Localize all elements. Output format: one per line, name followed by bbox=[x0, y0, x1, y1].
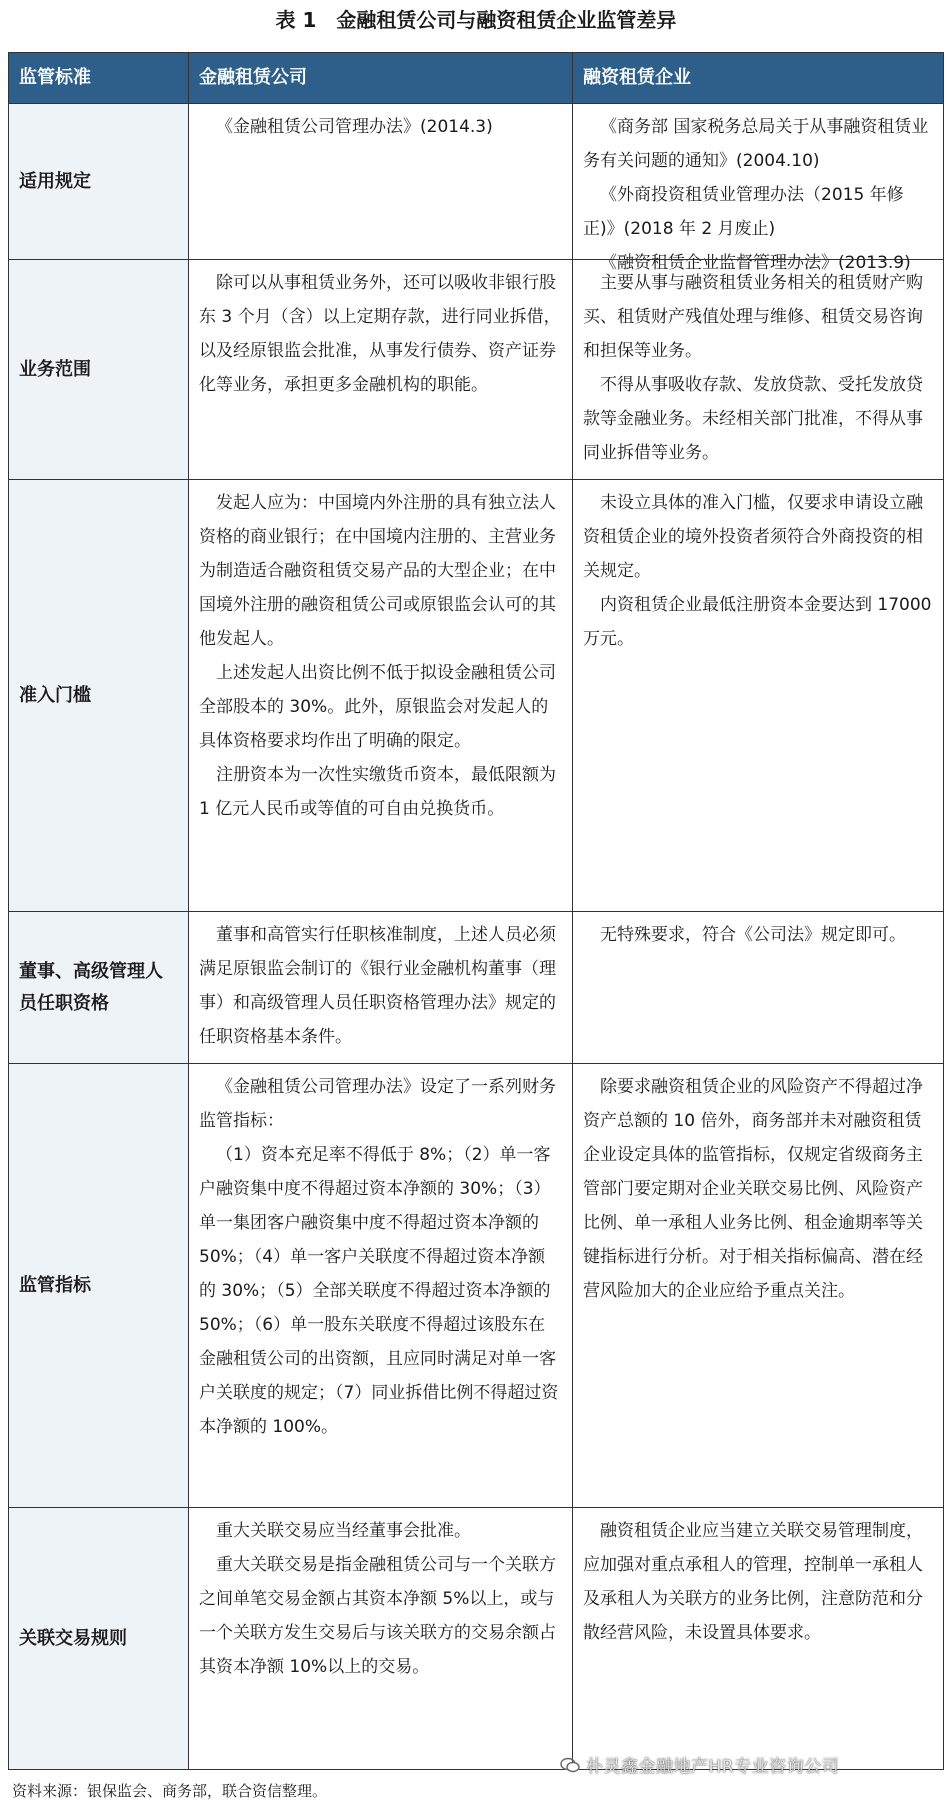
finance-leasing-enterprise-cell bbox=[573, 912, 943, 1063]
cell-paragraph: 内资租赁企业最低注册资本金要达到 17000 万元。 bbox=[583, 595, 932, 649]
cell-paragraph: 董事和高管实行任职核准制度，上述人员必须满足原银监会制订的《银行业金融机构董事（理事）和高级管理人员任职资格管理办法》规定的任职资格基本条件。 bbox=[199, 925, 556, 1047]
comparison-table bbox=[8, 52, 944, 1770]
cell-paragraph: 未设立具体的准入门槛，仅要求申请设立融资租赁企业的境外投资者须符合外商投资的相关规定。 bbox=[583, 493, 923, 581]
watermark-text: 朴灵鑫金融地产HR专业咨询公司 bbox=[586, 1757, 840, 1777]
row-label: 监管指标 bbox=[9, 1064, 189, 1507]
cell-paragraph: 注册资本为一次性实缴货币资本，最低限额为 1 亿元人民币或等值的可自由兑换货币。 bbox=[199, 765, 556, 819]
finance-leasing-enterprise-cell bbox=[573, 1508, 943, 1769]
cell-paragraph: 《融资租赁企业监督管理办法》(2013.9) bbox=[600, 253, 911, 273]
financial-leasing-cell bbox=[189, 912, 573, 1063]
row-label: 董事、高级管理人员任职资格 bbox=[9, 912, 189, 1063]
cell-paragraph: （1）资本充足率不得低于 8%；（2）单一客户融资集中度不得超过资本净额的 30%；（3）单一集团客户融资集中度不得超过资本净额的 50%；（4）单一客户关联度不得超过资本净额的 30%；（5）全部关联度不得超过资本净额的 50%；（6）单一股东关联度不得超过该股东在金融租赁公司的出资额，且应同时满足对单一客户关联度的规定；（7）同业拆借比例不得超过资本净额的 100%。 bbox=[199, 1145, 559, 1437]
financial-leasing-cell bbox=[189, 480, 573, 911]
watermark bbox=[560, 1752, 839, 1777]
financial-leasing-cell bbox=[189, 104, 573, 259]
table-title: 表 1 金融租赁公司与融资租赁企业监管差异 bbox=[275, 8, 677, 32]
cell-paragraph: 融资租赁企业应当建立关联交易管理制度，应加强对重点承租人的管理，控制单一承租人及承租人为关联方的业务比例，注意防范和分散经营风险，未设置具体要求。 bbox=[583, 1521, 923, 1643]
header-financial-leasing: 金融租赁公司 bbox=[189, 53, 573, 103]
cell-paragraph: 除要求融资租赁企业的风险资产不得超过净资产总额的 10 倍外，商务部并未对融资租赁企业设定具体的监管指标，仅规定省级商务主管部门要定期对企业关联交易比例、风险资产比例、单一承租人业务比例、租金逾期率等关键指标进行分析。对于相关指标偏高、潜在经营风险加大的企业应给予重点关注。 bbox=[583, 1077, 923, 1301]
row-label: 关联交易规则 bbox=[9, 1508, 189, 1769]
table-row bbox=[9, 911, 943, 1063]
table-row bbox=[9, 103, 943, 273]
table-row bbox=[9, 1063, 943, 1507]
financial-leasing-cell bbox=[189, 1064, 573, 1507]
cell-paragraph: 不得从事吸收存款、发放贷款、受托发放贷款等金融业务。未经相关部门批准，不得从事同业拆借等业务。 bbox=[583, 375, 923, 463]
source-note: 资料来源：银保监会、商务部，联合资信整理。 bbox=[12, 1782, 328, 1800]
cell-paragraph: 发起人应为：中国境内外注册的具有独立法人资格的商业银行；在中国境内注册的、主营业务为制造适合融资租赁交易产品的大型企业；在中国境外注册的融资租赁公司或原银监会认可的其他发起人。 bbox=[199, 493, 556, 649]
row-label: 业务范围 bbox=[9, 260, 189, 479]
header-finance-leasing-enterprise: 融资租赁企业 bbox=[583, 67, 691, 88]
cell-paragraph: 《金融租赁公司管理办法》(2014.3) bbox=[216, 117, 493, 137]
table-row bbox=[9, 1507, 943, 1769]
cell-paragraph: 除可以从事租赁业务外，还可以吸收非银行股东 3 个月（含）以上定期存款，进行同业拆借，以及经原银监会批准，从事发行债券、资产证券化等业务，承担更多金融机构的职能。 bbox=[199, 273, 561, 395]
cell-paragraph: 《外商投资租赁业管理办法（2015 年修正)》(2018 年 2 月废止) bbox=[583, 185, 904, 239]
cell-paragraph: 《金融租赁公司管理办法》设定了一系列财务监管指标： bbox=[199, 1077, 556, 1131]
finance-leasing-enterprise-cell bbox=[573, 1064, 943, 1507]
cell-paragraph: 主要从事与融资租赁业务相关的租赁财产购买、租赁财产残值处理与维修、租赁交易咨询和担保等业务。 bbox=[583, 273, 923, 361]
row-label: 适用规定 bbox=[9, 104, 189, 259]
financial-leasing-cell bbox=[189, 1508, 573, 1769]
table-header-row bbox=[9, 53, 943, 103]
table-row bbox=[9, 259, 943, 479]
finance-leasing-enterprise-cell bbox=[573, 104, 943, 273]
row-label: 准入门槛 bbox=[9, 480, 189, 911]
cell-paragraph: 上述发起人出资比例不低于拟设金融租赁公司全部股本的 30%。此外，原银监会对发起人的具体资格要求均作出了明确的限定。 bbox=[199, 663, 556, 751]
cell-paragraph: 重大关联交易应当经董事会批准。 bbox=[216, 1521, 471, 1541]
cell-paragraph: 《商务部 国家税务总局关于从事融资租赁业务有关问题的通知》(2004.10) bbox=[583, 117, 929, 171]
header-standard: 监管标准 bbox=[9, 53, 189, 103]
wechat-icon bbox=[560, 1757, 580, 1773]
finance-leasing-enterprise-cell bbox=[573, 260, 943, 479]
financial-leasing-cell bbox=[189, 260, 573, 479]
finance-leasing-enterprise-cell bbox=[573, 480, 943, 911]
table-row bbox=[9, 479, 943, 911]
cell-paragraph: 重大关联交易是指金融租赁公司与一个关联方之间单笔交易金额占其资本净额 5%以上，或与一个关联方发生交易后与该关联方的交易余额占其资本净额 10%以上的交易。 bbox=[199, 1555, 556, 1677]
cell-paragraph: 无特殊要求，符合《公司法》规定即可。 bbox=[600, 925, 906, 945]
